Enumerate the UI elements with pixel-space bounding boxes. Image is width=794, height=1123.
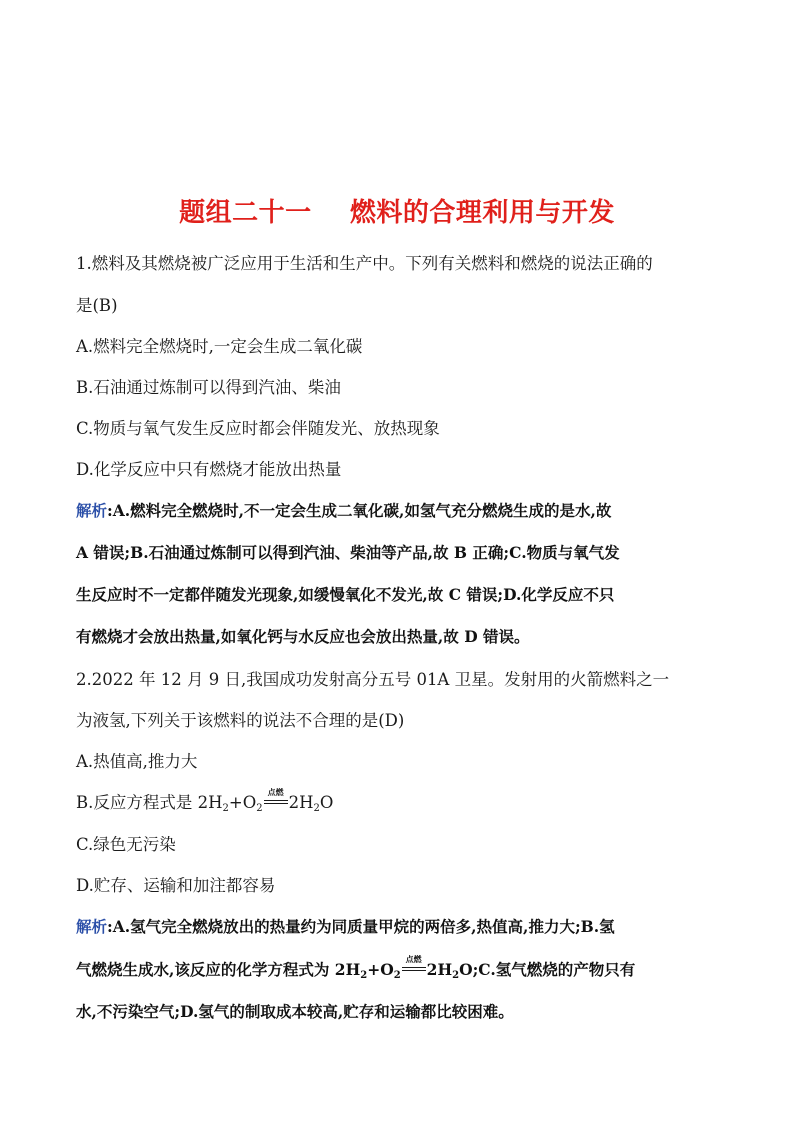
q2-analysis-text2: 气燃烧生成水,该反应的化学方程式为 2H <box>76 960 361 979</box>
q2-stem-line2: 为液氢,下列关于该燃料的说法不合理的是(D) <box>76 711 405 730</box>
subscript: 2 <box>393 970 401 981</box>
q2-option-b-product: 2H <box>288 793 314 812</box>
q2-analysis-line2 <box>76 955 720 981</box>
subscript: 2 <box>222 803 229 814</box>
q2-analysis-product: 2H <box>426 960 453 979</box>
subscript: 2 <box>360 970 368 981</box>
q2-option-a: A.热值高,推力大 <box>76 752 198 771</box>
q2-analysis-line3: 水,不污染空气;D.氢气的制取成本较高,贮存和运输都比较困难。 <box>76 1002 514 1021</box>
q2-analysis-plus-o: +O <box>367 960 394 979</box>
q1-analysis-line3: 生反应时不一定都伴随发光现象,如缓慢氧化不发光,故 C 错误;D.化学反应不只 <box>76 585 615 604</box>
subscript: 2 <box>256 803 263 814</box>
q2-option-c: C.绿色无污染 <box>76 835 176 854</box>
q2-option-b-plus-o: +O <box>228 793 257 812</box>
reaction-condition-arrow <box>263 788 289 808</box>
reaction-condition: 点燃 <box>267 788 284 797</box>
q2-analysis-line1 <box>76 917 720 937</box>
q2-option-b <box>76 788 726 814</box>
q2-analysis-text2-suffix: O;C.氢气燃烧的产物只有 <box>459 960 636 979</box>
q1-option-b: B.石油通过炼制可以得到汽油、柴油 <box>76 378 341 397</box>
q1-analysis-line2: A 错误;B.石油通过炼制可以得到汽油、柴油等产品,故 B 正确;C.物质与氧气发 <box>76 543 620 562</box>
q2-option-d: D.贮存、运输和加注都容易 <box>76 876 276 895</box>
q1-analysis-line4: 有燃烧才会放出热量,如氧化钙与水反应也会放出热量,故 D 错误。 <box>76 627 530 646</box>
q1-option-d: D.化学反应中只有燃烧才能放出热量 <box>76 460 342 479</box>
q1-option-c: C.物质与氧气发生反应时都会伴随发光、放热现象 <box>76 419 440 438</box>
subscript: 2 <box>313 803 320 814</box>
q1-analysis-line1 <box>76 501 720 521</box>
reaction-condition-arrow <box>401 955 427 975</box>
q2-analysis-text1: :A.氢气完全燃烧放出的热量约为同质量甲烷的两倍多,热值高,推力大;B.氢 <box>107 917 615 936</box>
q1-stem-line1: 1.燃料及其燃烧被广泛应用于生活和生产中。下列有关燃料和燃烧的说法正确的 <box>76 254 653 273</box>
q1-analysis-label: 解析 <box>76 501 108 520</box>
q2-analysis-label: 解析 <box>76 917 108 936</box>
q1-analysis-text1: :A.燃料完全燃烧时,不一定会生成二氧化碳,如氢气充分燃烧生成的是水,故 <box>107 501 612 520</box>
page-title: 题组二十一 燃料的合理利用与开发 <box>179 198 615 228</box>
reaction-condition: 点燃 <box>405 955 422 964</box>
q2-stem-line1: 2.2022 年 12 月 9 日,我国成功发射高分五号 01A 卫星。发射用的火箭燃料之一 <box>76 670 670 689</box>
q1-stem-line2: 是(B) <box>76 296 118 315</box>
q2-option-b-text: B.反应方程式是 2H <box>76 793 223 812</box>
q1-option-a: A.燃料完全燃烧时,一定会生成二氧化碳 <box>76 337 363 356</box>
q2-option-b-o: O <box>319 793 334 812</box>
subscript: 2 <box>452 970 460 981</box>
